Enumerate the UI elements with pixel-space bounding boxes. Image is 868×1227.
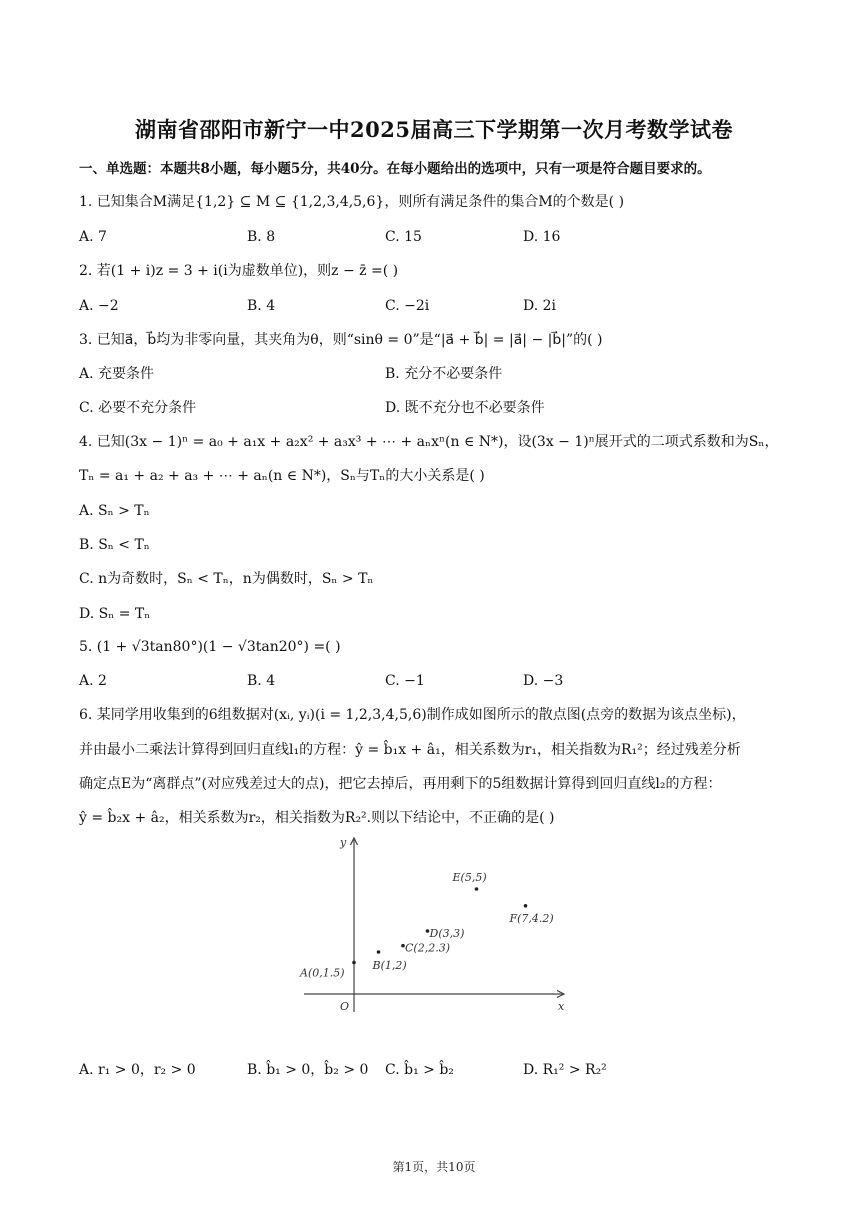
scatter-point-label-b: B(1,2) [372, 959, 407, 972]
question-5-option-b: B. 4 [247, 673, 276, 689]
question-3-option-a: A. 充要条件 [79, 366, 155, 382]
scatter-point-b [377, 950, 381, 954]
scatter-plot-svg [296, 832, 568, 1020]
question-6-option-b: B. b̂₁ > 0，b̂₂ > 0 [247, 1062, 369, 1078]
question-1-option-d: D. 16 [523, 229, 561, 245]
question-1-option-a: A. 7 [79, 229, 107, 245]
question-1-option-c: C. 15 [385, 229, 422, 245]
question-6-option-c: C. b̂₁ > b̂₂ [385, 1062, 454, 1078]
scatter-point-e [475, 887, 479, 891]
question-3-option-c: C. 必要不充分条件 [79, 400, 197, 416]
question-2-option-a: A. −2 [79, 298, 119, 314]
question-5-option-a: A. 2 [79, 673, 107, 689]
origin-label: O [340, 1000, 350, 1013]
question-6-stem-line-4: ŷ = b̂₂x + â₂，相关系数为r₂，相关指数为R₂².则以下结论中，不正确的是( ) [79, 810, 555, 826]
question-2-option-c: C. −2i [385, 298, 430, 314]
scatter-plot-figure [296, 832, 568, 1020]
question-3-option-d: D. 既不充分也不必要条件 [385, 400, 545, 416]
question-6-stem-line-1: 6. 某同学用收集到的6组数据对(xᵢ, yᵢ)(i = 1,2,3,4,5,6)制作成如图所示的散点图(点旁的数据为该点坐标)， [79, 707, 746, 723]
section-heading: 一、单选题：本题共8小题，每小题5分，共40分。在每小题给出的选项中，只有一项是符合题目要求的。 [79, 161, 711, 177]
question-4-option-c: C. n为奇数时，Sₙ < Tₙ，n为偶数时，Sₙ > Tₙ [79, 571, 374, 587]
y-axis-label: y [340, 836, 347, 849]
question-6-stem-line-2: 并由最小二乘法计算得到回归直线l₁的方程：ŷ = b̂₁x + â₁，相关系数为r₁，相关指数为R₁²；经过残差分析 [79, 742, 741, 758]
question-2-option-d: D. 2i [523, 298, 557, 314]
scatter-points [299, 871, 554, 980]
scatter-point-label-d: D(3,3) [429, 927, 465, 940]
question-1-stem: 1. 已知集合M满足{1,2} ⊆ M ⊆ {1,2,3,4,5,6}，则所有满足条件的集合M的个数是( ) [79, 194, 625, 210]
scatter-point-label-c: C(2,2.3) [405, 941, 450, 955]
question-3-option-b: B. 充分不必要条件 [385, 366, 503, 382]
question-6-stem-line-3: 确定点E为“离群点”(对应残差过大的点)，把它去掉后，再用剩下的5组数据计算得到回归直线l₂的方程： [79, 776, 722, 792]
question-5-option-c: C. −1 [385, 673, 425, 689]
question-4-option-a: A. Sₙ > Tₙ [79, 503, 150, 519]
question-2-option-b: B. 4 [247, 298, 276, 314]
question-6-option-a: A. r₁ > 0，r₂ > 0 [79, 1062, 196, 1078]
question-3-stem: 3. 已知a⃗，b⃗均为非零向量，其夹角为θ，则“sinθ = 0”是“|a⃗ + b⃗| = |a⃗| − |b⃗|”的( ) [79, 332, 603, 348]
question-5-option-d: D. −3 [523, 673, 564, 689]
question-4-option-b: B. Sₙ < Tₙ [79, 537, 150, 553]
scatter-point-label-a: A(0,1.5) [300, 966, 345, 980]
page-title: 湖南省邵阳市新宁一中2025届高三下学期第一次月考数学试卷 [135, 117, 733, 142]
scatter-point-a [352, 961, 356, 965]
scatter-point-f [524, 904, 528, 908]
scatter-point-label-f: F(7,4.2) [509, 911, 554, 925]
page-footer: 第1页，共10页 [392, 1160, 476, 1174]
question-4-stem-line-2: Tₙ = a₁ + a₂ + a₃ + ⋯ + aₙ(n ∈ N*)，Sₙ与Tₙ的大小关系是( ) [79, 468, 485, 484]
question-2-stem: 2. 若(1 + i)z = 3 + i(i为虚数单位)，则z − z̄ =( ) [79, 263, 399, 279]
question-1-option-b: B. 8 [247, 229, 276, 245]
question-6-option-d: D. R₁² > R₂² [523, 1062, 607, 1078]
question-4-stem-line-1: 4. 已知(3x − 1)ⁿ = a₀ + a₁x + a₂x² + a₃x³ + ⋯ + aₙxⁿ(n ∈ N*)，设(3x − 1)ⁿ展开式的二项式系数和为Sₙ， [79, 434, 779, 450]
scatter-point-label-e: E(5,5) [452, 871, 487, 884]
question-5-stem: 5. (1 + √3tan80°)(1 − √3tan20°) =( ) [79, 639, 341, 655]
question-4-option-d: D. Sₙ = Tₙ [79, 606, 151, 622]
x-axis-label: x [558, 1000, 565, 1013]
